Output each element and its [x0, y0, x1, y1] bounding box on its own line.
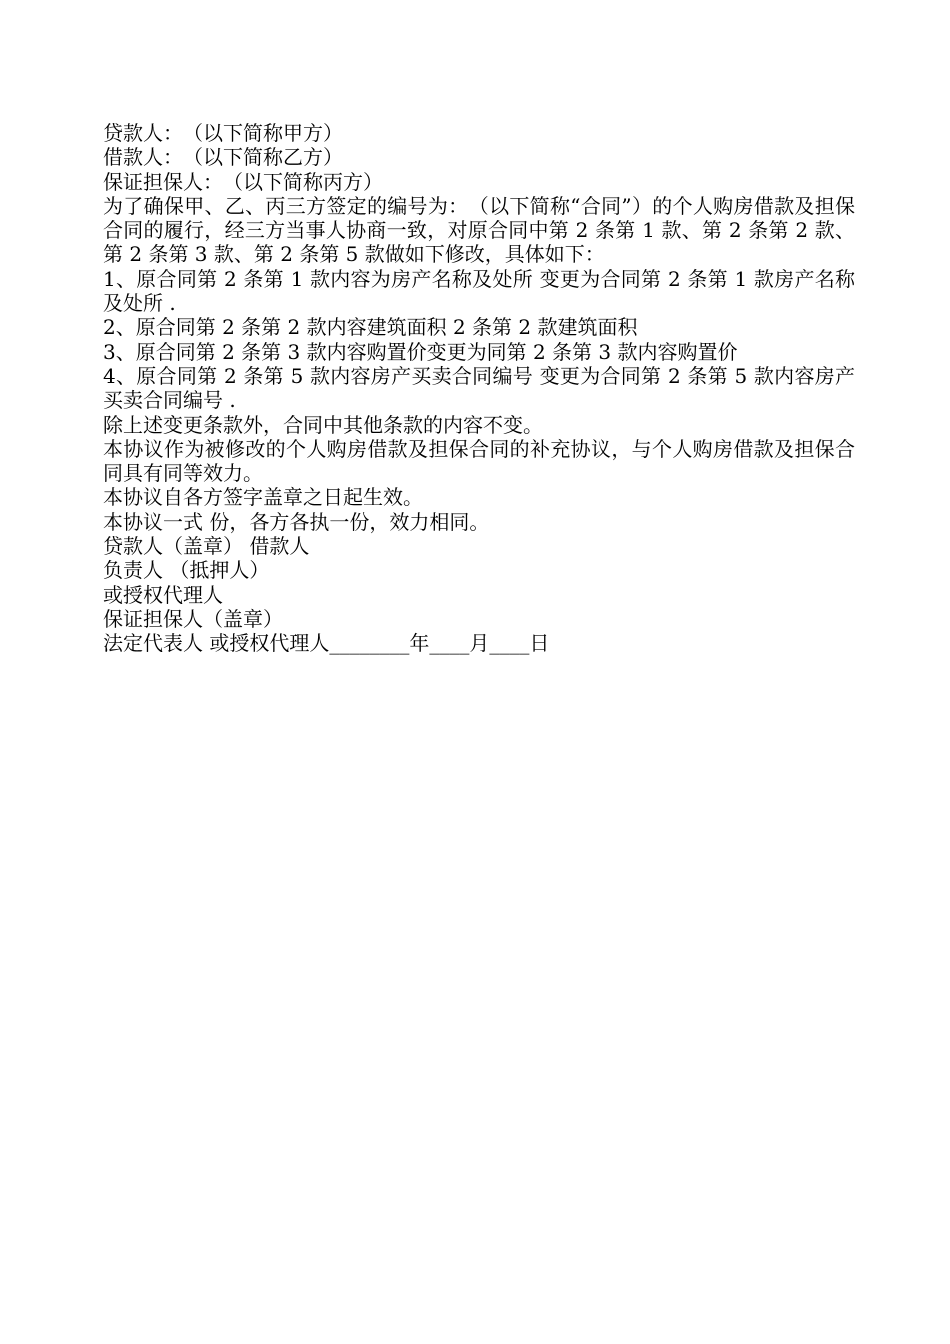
guarantor-line: 保证担保人： （以下简称丙方） — [103, 169, 383, 194]
clause-3: 3、原合同第 2 条第 3 款内容购置价变更为同第 2 条第 3 款内容购置价 — [103, 339, 738, 364]
supplement-statement: 本协议作为被修改的个人购房借款及担保合同的补充协议，与个人购房借款及担保合同具有同等效力。 — [103, 436, 855, 486]
borrower-line: 借款人： （以下简称乙方） — [103, 145, 343, 170]
intro-paragraph: 为了确保甲、乙、丙三方签定的编号为： （以下简称“合同”）的个人购房借款及担保合同的履行，经三方当事人协商一致，对原合同中第 2 条第 1 款、第 2 条第 2 款、第 2 条第 3 款、第 2 条第 5 款做如下修改，具体如下： — [103, 193, 855, 267]
clause-2: 2、原合同第 2 条第 2 款内容建筑面积 2 条第 2 款建筑面积 — [103, 315, 638, 340]
signature-responsible: 负责人 （抵押人） — [103, 558, 270, 583]
lender-line: 贷款人： （以下简称甲方） — [103, 121, 343, 145]
signature-guarantor: 保证担保人（盖章） — [103, 606, 283, 631]
other-terms-unchanged: 除上述变更条款外，合同中其他条款的内容不变。 — [103, 412, 543, 437]
effective-statement: 本协议自各方签字盖章之日起生效。 — [103, 485, 423, 510]
clause-4: 4、原合同第 2 条第 5 款内容房产买卖合同编号 变更为合同第 2 条第 5 款内容房产买卖合同编号 . — [103, 363, 855, 413]
document-body — [103, 121, 855, 656]
signature-legal-rep-date: 法定代表人 或授权代理人________年____月____日 — [103, 631, 550, 656]
signature-lender-borrower: 贷款人（盖章） 借款人 — [103, 534, 310, 559]
clause-1: 1、原合同第 2 条第 1 款内容为房产名称及处所 变更为合同第 2 条第 1 款房产名称及处所 . — [103, 266, 855, 316]
copies-statement: 本协议一式 份，各方各执一份，效力相同。 — [103, 509, 490, 534]
signature-authorized-agent: 或授权代理人 — [103, 582, 223, 607]
